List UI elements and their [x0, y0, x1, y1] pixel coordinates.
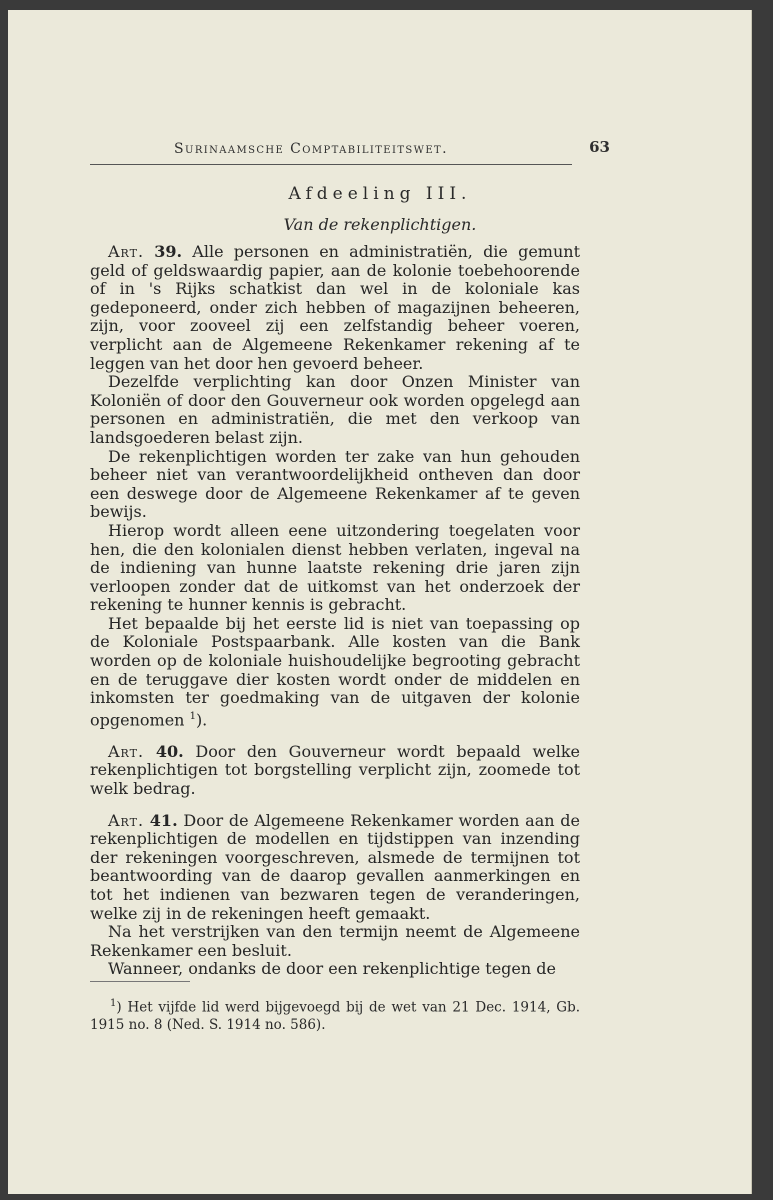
running-title: Surinaamsche Comptabiliteitswet. [174, 141, 448, 157]
paragraph-end: ). [195, 710, 208, 730]
article-label: Art. [108, 810, 145, 830]
paragraph-text: Door den Gouverneur wordt bepaald welke rekenplichtigen tot borgstelling verplicht zijn, zoomede tot welk bedrag. [90, 741, 580, 798]
article-39-paragraph-2: Dezelfde verplichting kan door Onzen Minister van Koloniën of door den Gouverneur ook worden opgelegd aan personen en administratiën, die met den verkoop van landsgoederen belast zijn. [90, 372, 580, 447]
footnote-marker: 1 [110, 998, 117, 1009]
footnote-rule [90, 981, 190, 982]
article-number: 41. [149, 810, 178, 830]
article-39-paragraph-4: Hierop wordt alleen eene uitzondering toegelaten voor hen, die den kolonialen dienst hebben verlaten, ingeval na de indiening van hunne laatste rekening drie jaren zijn verloopen zonder dat de uitkomst van het onderzoek der rekening te hunner kennis is gebracht. [90, 520, 580, 615]
footnote-text: ) Het vijfde lid werd bijgevoegd bij de wet van 21 Dec. 1914, Gb. 1915 no. 8 (Ned. S. 1914 no. 586). [90, 999, 580, 1033]
article-39-paragraph-1 [90, 243, 580, 373]
article-41-paragraph-2: Na het verstrijken van den termijn neemt de Algemeene Rekenkamer een besluit. [90, 922, 580, 960]
article-label: Art. [108, 242, 145, 261]
body-text [90, 243, 580, 979]
article-39-paragraph-3: De rekenplichtigen worden ter zake van hun gehouden beheer niet van verantwoordelijkheid ontheven dan door een deswege door de Algemeene Rekenkamer af te geven bewijs. [90, 446, 580, 522]
article-41-paragraph-3: Wanneer, ondanks de door een rekenplichtige tegen de [108, 959, 556, 979]
article-number: 40. [155, 741, 184, 761]
article-number: 39. [154, 242, 183, 261]
article-label: Art. [108, 741, 145, 761]
article-40-paragraph-1 [90, 743, 580, 799]
paragraph-text: Alle personen en administratiën, die gemunt geld of geldswaardig papier, aan de kolonie toebehoorende of in 's Rijks schatkist dan wel in de koloniale kas gedeponeerd, onder zich hebben of magazijnen beheeren, zijn, voor zooveel zij een zelfstandig beheer voeren, verplicht aan de Algemeene Rekenkamer rekening af te leggen van het door hen gevoerd beheer. [90, 242, 580, 373]
paragraph-text: Het bepaalde bij het eerste lid is niet van toepassing op de Koloniale Postspaarbank. Alle kosten van die Bank worden op de koloniale huishoudelijke begrooting gebracht en de teruggave dier kosten wordt onder de middelen en inkomsten ter goedmaking van de uitgaven der kolonie opgenomen [90, 613, 580, 730]
footnote-reference: 1 [189, 710, 196, 722]
article-41-paragraph-1 [90, 812, 580, 924]
paragraph-text: Door de Algemeene Rekenkamer worden aan de rekenplichtigen de modellen en tijdstippen van inzending der rekeningen voorgeschreven, alsmede de termijnen tot beantwoording van de daarop gevallen aanmerkingen en tot het indienen van bezwaren tegen de veranderingen, welke zij in de rekeningen heeft gemaakt. [90, 810, 580, 923]
section-subtitle: Van de rekenplichtigen. [283, 215, 477, 234]
page-number: 63 [589, 138, 610, 156]
header-rule [90, 164, 572, 165]
section-title: Afdeeling III. [288, 184, 472, 204]
article-39-paragraph-5 [90, 615, 580, 730]
book-page [8, 10, 752, 1194]
footnote [90, 995, 580, 1034]
running-header [174, 138, 624, 157]
